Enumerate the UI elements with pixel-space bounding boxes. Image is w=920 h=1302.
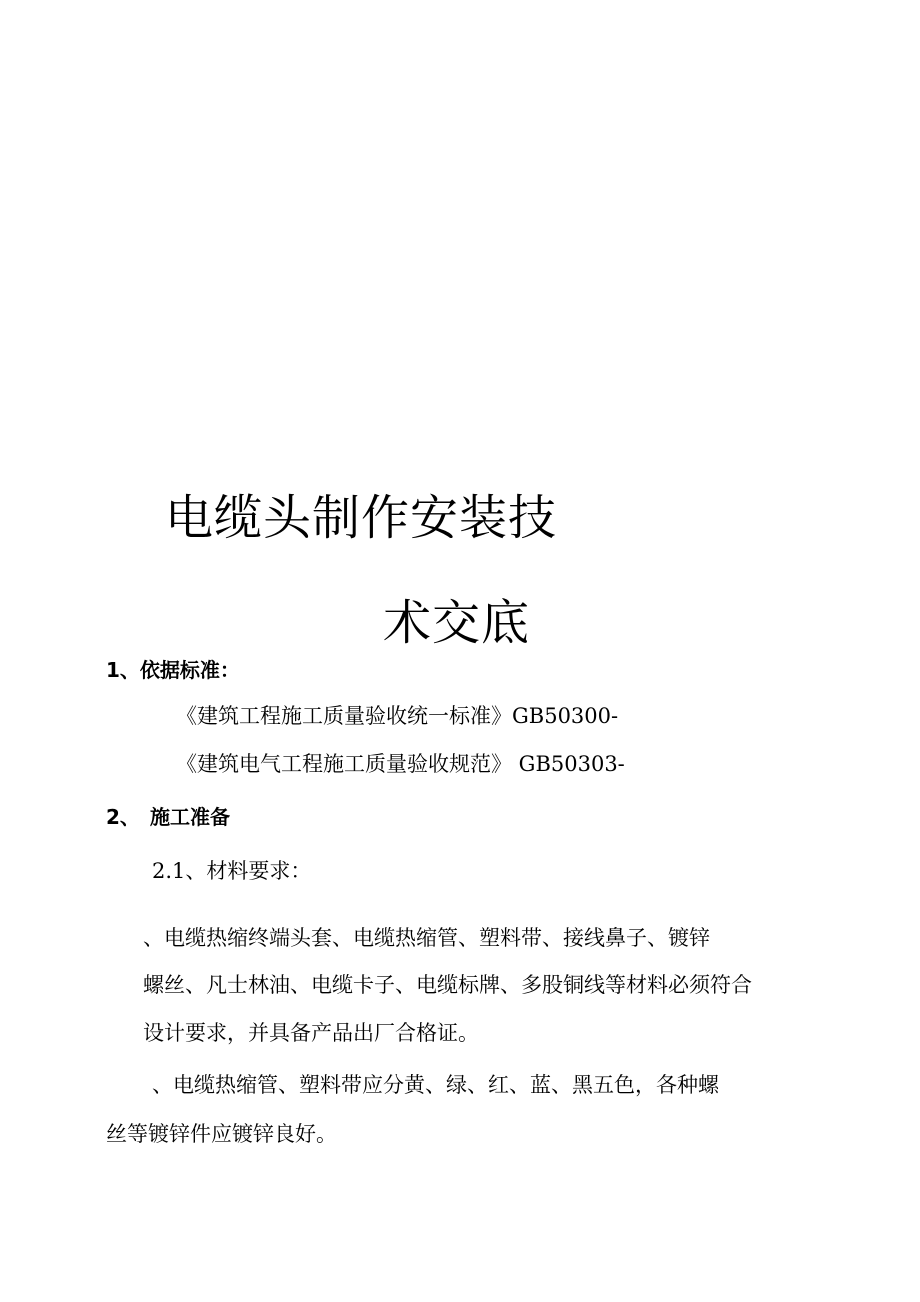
materials-paragraph-1-line-3: 设计要求，并具备产品出厂合格证。 <box>143 1021 479 1045</box>
standard-reference-1: 《建筑工程施工质量验收统一标准》GB50300- <box>176 704 619 728</box>
materials-paragraph-2-line-2: 丝等镀锌件应镀锌良好。 <box>106 1122 337 1146</box>
document-title-line-1: 电缆头制作安装技 <box>165 490 558 546</box>
subsection-2-1-heading: 2.1、材料要求： <box>152 859 312 883</box>
document-title-line-2: 术交底 <box>383 595 531 651</box>
section-2-heading-text: 施工准备 <box>150 805 230 829</box>
materials-paragraph-1-line-1: 、电缆热缩终端头套、电缆热缩管、塑料带、接线鼻子、镀锌 <box>143 926 710 950</box>
materials-paragraph-2-line-1: 、电缆热缩管、塑料带应分黄、绿、红、蓝、黑五色，各种螺 <box>152 1073 719 1097</box>
section-2-heading-number: 2、 <box>106 805 140 829</box>
section-1-heading: 1、依据标准： <box>106 658 240 682</box>
standard-reference-2: 《建筑电气工程施工质量验收规范》 GB50303- <box>176 752 625 776</box>
materials-paragraph-1-line-2: 螺丝、凡士林油、电缆卡子、电缆标牌、多股铜线等材料必须符合 <box>143 973 752 997</box>
